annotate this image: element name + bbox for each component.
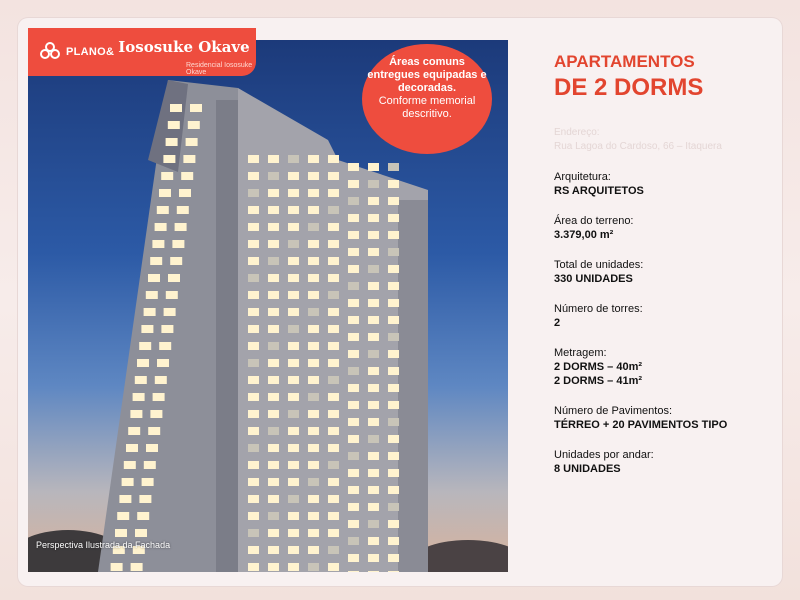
- detail-value: 330 UNIDADES: [554, 273, 633, 285]
- window-light: [177, 206, 189, 214]
- window-light: [348, 316, 359, 324]
- window-light: [248, 155, 259, 163]
- window-light: [348, 333, 359, 341]
- window-light: [348, 197, 359, 205]
- window-light: [157, 359, 169, 367]
- window-light: [135, 529, 147, 537]
- address-value: Rua Lagoa do Cardoso, 66 – Itaquera: [554, 141, 722, 152]
- window-light: [348, 282, 359, 290]
- window-light: [388, 435, 399, 443]
- window-light: [248, 478, 259, 486]
- window-light: [328, 308, 339, 316]
- window-light: [144, 461, 156, 469]
- window-light: [368, 503, 379, 511]
- window-light: [348, 571, 359, 572]
- window-light: [155, 376, 167, 384]
- window-light: [288, 563, 299, 571]
- window-light: [328, 257, 339, 265]
- window-light: [146, 444, 158, 452]
- window-light: [155, 223, 167, 231]
- window-light: [348, 435, 359, 443]
- window-light: [268, 342, 279, 350]
- window-light: [248, 546, 259, 554]
- detail-value: 2: [554, 317, 561, 329]
- window-light: [368, 214, 379, 222]
- window-light: [248, 410, 259, 418]
- window-light: [388, 571, 399, 572]
- window-light: [288, 376, 299, 384]
- logo-tab: [28, 28, 256, 76]
- window-light: [388, 265, 399, 273]
- window-light: [166, 291, 178, 299]
- window-light: [268, 529, 279, 537]
- window-light: [368, 469, 379, 477]
- window-light: [288, 495, 299, 503]
- window-light: [159, 342, 171, 350]
- window-light: [308, 308, 319, 316]
- window-light: [348, 163, 359, 171]
- window-light: [163, 155, 175, 163]
- window-light: [368, 350, 379, 358]
- heading-line1: APARTAMENTOS: [554, 52, 695, 71]
- window-light: [248, 274, 259, 282]
- logo-title: Iososuke Okave: [118, 38, 250, 56]
- window-light: [139, 495, 151, 503]
- photo-caption: Perspectiva Ilustrada da Fachada: [36, 540, 171, 550]
- window-light: [368, 367, 379, 375]
- window-light: [288, 172, 299, 180]
- window-light: [168, 121, 180, 129]
- window-light: [328, 410, 339, 418]
- window-light: [288, 325, 299, 333]
- window-light: [130, 410, 142, 418]
- window-light: [308, 257, 319, 265]
- window-light: [388, 520, 399, 528]
- window-light: [328, 393, 339, 401]
- window-light: [126, 444, 138, 452]
- window-light: [248, 529, 259, 537]
- window-light: [388, 401, 399, 409]
- detail-item: [554, 302, 784, 330]
- window-light: [308, 325, 319, 333]
- window-light: [119, 495, 131, 503]
- window-light: [179, 189, 191, 197]
- window-light: [248, 427, 259, 435]
- window-light: [248, 444, 259, 452]
- window-light: [186, 138, 198, 146]
- window-light: [268, 240, 279, 248]
- window-light: [368, 248, 379, 256]
- window-light: [308, 172, 319, 180]
- window-light: [308, 376, 319, 384]
- window-light: [288, 223, 299, 231]
- address-label: Endereço:: [554, 127, 600, 138]
- window-light: [288, 427, 299, 435]
- window-light: [268, 155, 279, 163]
- window-light: [288, 291, 299, 299]
- detail-label: Arquitetura:: [554, 171, 611, 183]
- window-light: [388, 469, 399, 477]
- window-light: [248, 359, 259, 367]
- window-light: [368, 282, 379, 290]
- window-light: [288, 240, 299, 248]
- window-light: [328, 444, 339, 452]
- window-light: [150, 410, 162, 418]
- window-light: [308, 444, 319, 452]
- detail-label: Número de Pavimentos:: [554, 405, 672, 417]
- window-light: [172, 240, 184, 248]
- window-light: [139, 342, 151, 350]
- detail-item: [554, 346, 784, 388]
- detail-value: RS ARQUITETOS: [554, 185, 644, 197]
- window-light: [348, 231, 359, 239]
- window-light: [308, 223, 319, 231]
- window-light: [388, 299, 399, 307]
- window-light: [175, 223, 187, 231]
- window-light: [308, 461, 319, 469]
- window-light: [308, 342, 319, 350]
- window-light: [368, 554, 379, 562]
- detail-value: TÉRREO + 20 PAVIMENTOS TIPO: [554, 419, 728, 431]
- window-light: [348, 537, 359, 545]
- window-light: [159, 189, 171, 197]
- logo-flower-icon: [38, 40, 62, 64]
- window-light: [308, 546, 319, 554]
- window-light: [288, 461, 299, 469]
- window-light: [328, 155, 339, 163]
- window-light: [190, 104, 202, 112]
- window-light: [348, 503, 359, 511]
- window-light: [144, 308, 156, 316]
- address-block: [554, 126, 784, 154]
- window-light: [288, 546, 299, 554]
- window-light: [268, 359, 279, 367]
- window-light: [115, 529, 127, 537]
- window-light: [328, 478, 339, 486]
- window-light: [248, 393, 259, 401]
- window-light: [368, 435, 379, 443]
- window-light: [268, 461, 279, 469]
- window-light: [141, 325, 153, 333]
- window-light: [328, 461, 339, 469]
- detail-item: [554, 214, 784, 242]
- window-light: [368, 231, 379, 239]
- window-light: [308, 240, 319, 248]
- window-light: [308, 563, 319, 571]
- window-light: [142, 478, 154, 486]
- window-light: [348, 367, 359, 375]
- window-light: [308, 478, 319, 486]
- window-light: [268, 376, 279, 384]
- window-light: [268, 495, 279, 503]
- window-light: [368, 180, 379, 188]
- window-light: [248, 257, 259, 265]
- details-panel: [554, 52, 784, 476]
- window-light: [328, 427, 339, 435]
- tower-column: [216, 100, 238, 572]
- window-light: [288, 478, 299, 486]
- window-light: [153, 393, 165, 401]
- detail-label: Unidades por andar:: [554, 449, 654, 461]
- window-light: [308, 206, 319, 214]
- window-light: [328, 563, 339, 571]
- window-light: [368, 333, 379, 341]
- window-light: [148, 274, 160, 282]
- window-light: [368, 537, 379, 545]
- window-light: [131, 563, 143, 571]
- window-light: [168, 274, 180, 282]
- window-light: [268, 393, 279, 401]
- window-light: [248, 512, 259, 520]
- window-light: [388, 503, 399, 511]
- window-light: [308, 393, 319, 401]
- detail-label: Área do terreno:: [554, 215, 634, 227]
- window-light: [170, 104, 182, 112]
- window-light: [288, 529, 299, 537]
- window-light: [157, 206, 169, 214]
- window-light: [348, 248, 359, 256]
- window-light: [268, 189, 279, 197]
- window-light: [268, 223, 279, 231]
- window-light: [111, 563, 123, 571]
- window-light: [248, 308, 259, 316]
- window-light: [248, 172, 259, 180]
- window-light: [348, 469, 359, 477]
- window-light: [328, 359, 339, 367]
- detail-label: Total de unidades:: [554, 259, 644, 271]
- window-light: [388, 554, 399, 562]
- window-light: [288, 512, 299, 520]
- window-light: [164, 308, 176, 316]
- window-light: [388, 418, 399, 426]
- detail-value: 3.379,00 m²: [554, 229, 614, 241]
- window-light: [388, 537, 399, 545]
- window-light: [328, 342, 339, 350]
- window-light: [161, 325, 173, 333]
- window-light: [328, 325, 339, 333]
- window-light: [368, 384, 379, 392]
- detail-label: Metragem:: [554, 347, 607, 359]
- detail-item: [554, 448, 784, 476]
- window-light: [328, 189, 339, 197]
- window-light: [348, 299, 359, 307]
- window-light: [268, 444, 279, 452]
- window-light: [135, 376, 147, 384]
- window-light: [124, 461, 136, 469]
- window-light: [368, 197, 379, 205]
- detail-item: [554, 170, 784, 198]
- window-light: [137, 512, 149, 520]
- window-light: [248, 189, 259, 197]
- window-light: [328, 206, 339, 214]
- window-light: [388, 248, 399, 256]
- window-light: [288, 155, 299, 163]
- detail-value: 2 DORMS – 40m²: [554, 361, 643, 373]
- window-light: [368, 401, 379, 409]
- window-light: [248, 563, 259, 571]
- window-light: [368, 299, 379, 307]
- window-light: [152, 240, 164, 248]
- window-light: [368, 418, 379, 426]
- window-light: [117, 512, 129, 520]
- window-light: [348, 180, 359, 188]
- detail-item: [554, 404, 784, 432]
- window-light: [248, 342, 259, 350]
- window-light: [328, 223, 339, 231]
- window-light: [368, 265, 379, 273]
- window-light: [288, 393, 299, 401]
- window-light: [268, 512, 279, 520]
- window-light: [288, 257, 299, 265]
- window-light: [328, 291, 339, 299]
- logo-brand: PLANO&: [66, 46, 115, 58]
- window-light: [308, 410, 319, 418]
- window-light: [248, 376, 259, 384]
- heading-line2: DE 2 DORMS: [554, 74, 704, 101]
- window-light: [328, 172, 339, 180]
- window-light: [268, 291, 279, 299]
- window-light: [328, 240, 339, 248]
- window-light: [288, 206, 299, 214]
- window-light: [166, 138, 178, 146]
- window-light: [348, 384, 359, 392]
- bubble-bold-text: Áreas comuns entregues equipadas e decoradas.: [367, 56, 487, 94]
- window-light: [308, 529, 319, 537]
- window-light: [328, 495, 339, 503]
- window-light: [368, 452, 379, 460]
- window-light: [388, 163, 399, 171]
- logo-subtitle: Residencial Iososuke Okave: [186, 62, 253, 76]
- window-light: [388, 384, 399, 392]
- window-light: [248, 495, 259, 503]
- window-light: [348, 520, 359, 528]
- window-light: [146, 291, 158, 299]
- window-light: [288, 342, 299, 350]
- window-light: [248, 206, 259, 214]
- window-light: [348, 214, 359, 222]
- window-light: [268, 478, 279, 486]
- window-light: [268, 274, 279, 282]
- window-light: [368, 163, 379, 171]
- window-light: [268, 546, 279, 554]
- window-light: [308, 155, 319, 163]
- window-light: [308, 427, 319, 435]
- bubble-normal-text: Conforme memorial descritivo.: [378, 95, 476, 120]
- window-light: [388, 367, 399, 375]
- window-light: [368, 520, 379, 528]
- window-light: [288, 189, 299, 197]
- window-light: [388, 316, 399, 324]
- window-light: [170, 257, 182, 265]
- window-light: [388, 350, 399, 358]
- window-light: [348, 418, 359, 426]
- window-light: [308, 495, 319, 503]
- window-light: [183, 155, 195, 163]
- window-light: [137, 359, 149, 367]
- window-light: [328, 376, 339, 384]
- window-light: [288, 410, 299, 418]
- window-light: [368, 571, 379, 572]
- details-list: [554, 170, 784, 476]
- window-light: [348, 452, 359, 460]
- window-light: [308, 512, 319, 520]
- window-light: [388, 180, 399, 188]
- window-light: [308, 274, 319, 282]
- detail-label: Número de torres:: [554, 303, 643, 315]
- window-light: [388, 452, 399, 460]
- window-light: [248, 325, 259, 333]
- window-light: [268, 427, 279, 435]
- window-light: [181, 172, 193, 180]
- window-light: [348, 554, 359, 562]
- window-light: [248, 223, 259, 231]
- window-light: [328, 546, 339, 554]
- window-light: [388, 282, 399, 290]
- window-light: [288, 359, 299, 367]
- window-light: [388, 486, 399, 494]
- window-light: [188, 121, 200, 129]
- detail-item: [554, 258, 784, 286]
- window-light: [288, 308, 299, 316]
- window-light: [288, 274, 299, 282]
- window-light: [268, 206, 279, 214]
- window-light: [328, 274, 339, 282]
- window-light: [268, 172, 279, 180]
- window-light: [328, 512, 339, 520]
- window-light: [308, 359, 319, 367]
- window-light: [388, 214, 399, 222]
- window-light: [308, 189, 319, 197]
- window-light: [133, 393, 145, 401]
- window-light: [128, 427, 140, 435]
- window-light: [328, 529, 339, 537]
- window-light: [368, 486, 379, 494]
- window-light: [388, 197, 399, 205]
- window-light: [150, 257, 162, 265]
- window-light: [268, 325, 279, 333]
- window-light: [268, 257, 279, 265]
- window-light: [348, 265, 359, 273]
- window-light: [348, 401, 359, 409]
- info-bubble: [362, 44, 492, 154]
- window-light: [268, 410, 279, 418]
- window-light: [348, 486, 359, 494]
- window-light: [388, 231, 399, 239]
- window-light: [368, 316, 379, 324]
- window-light: [148, 427, 160, 435]
- window-light: [161, 172, 173, 180]
- window-light: [268, 308, 279, 316]
- window-light: [248, 461, 259, 469]
- tower-column: [398, 200, 428, 572]
- window-light: [248, 291, 259, 299]
- window-light: [388, 333, 399, 341]
- window-light: [348, 350, 359, 358]
- window-light: [308, 291, 319, 299]
- window-light: [268, 563, 279, 571]
- window-light: [248, 240, 259, 248]
- detail-value: 8 UNIDADES: [554, 463, 621, 475]
- window-light: [288, 444, 299, 452]
- detail-value: 2 DORMS – 41m²: [554, 375, 643, 387]
- window-light: [122, 478, 134, 486]
